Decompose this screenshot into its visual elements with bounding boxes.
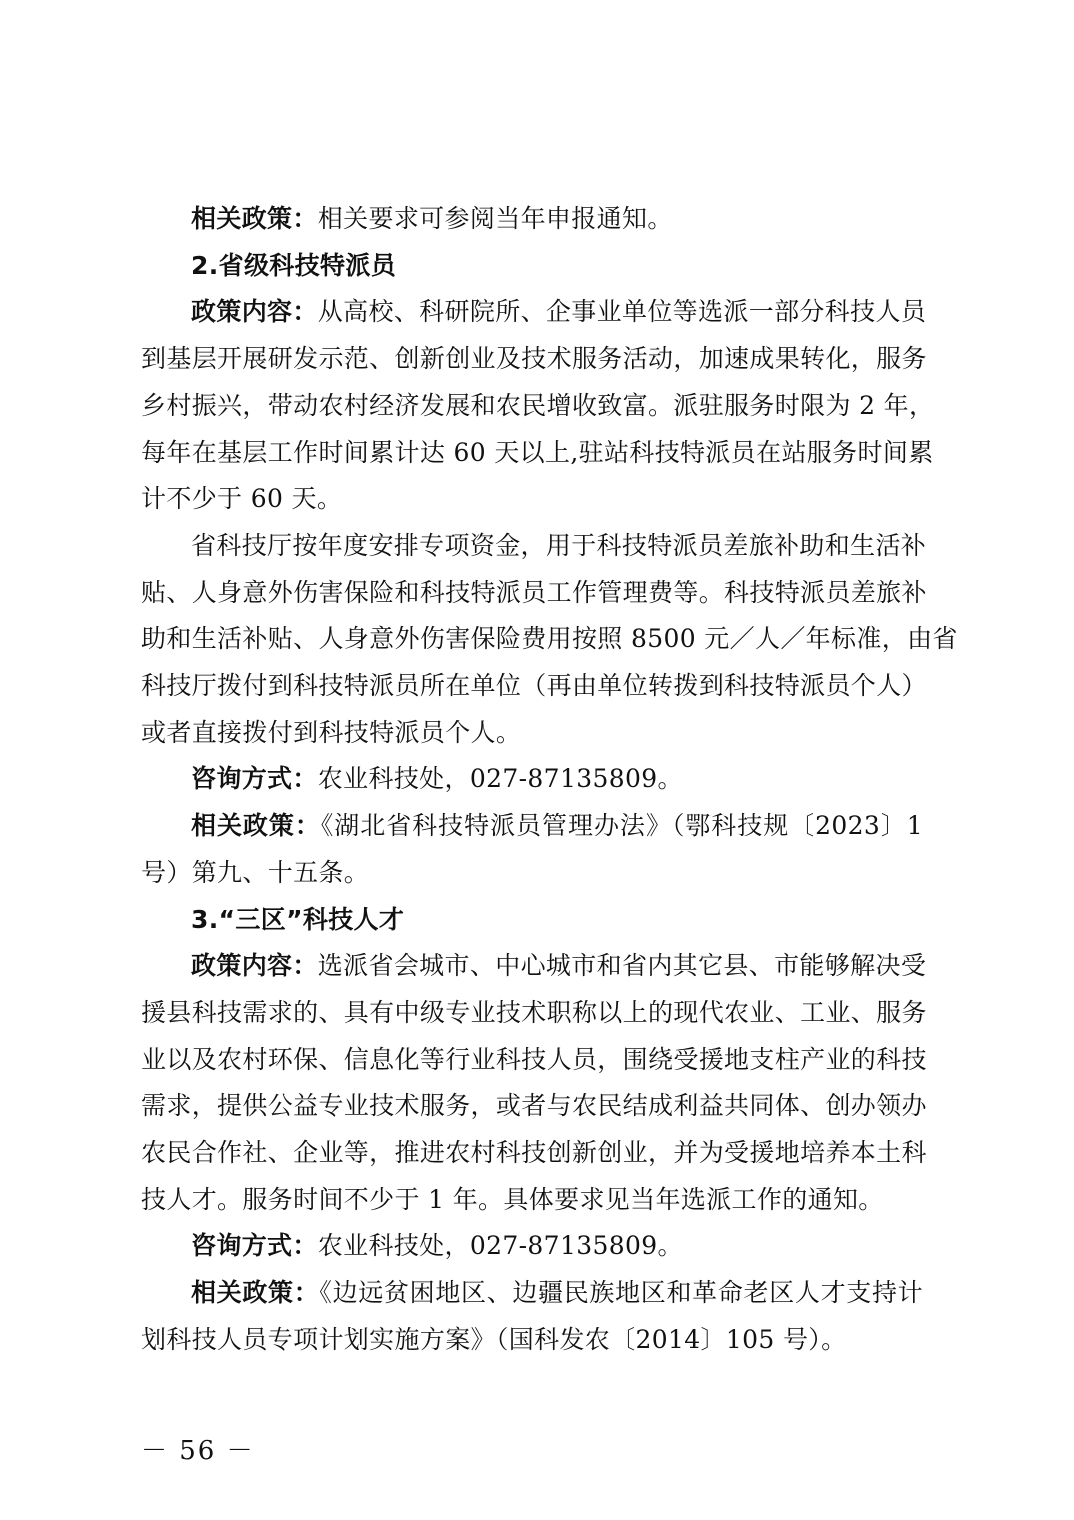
line-text: 需求，提供公益专业技术服务，或者与农民结成利益共同体、创办领办 bbox=[141, 1091, 927, 1121]
line-text: 划科技人员专项计划实施方案》（国科发农〔2014〕105 号）。 bbox=[141, 1324, 847, 1354]
paragraph-line bbox=[141, 710, 923, 757]
labeled-paragraph bbox=[141, 943, 927, 1223]
labeled-paragraph bbox=[141, 756, 923, 803]
line-text: 业以及农村环保、信息化等行业科技人员，围绕受援地支柱产业的科技 bbox=[141, 1044, 927, 1074]
line-text: 农业科技处，027-87135809。 bbox=[317, 1231, 683, 1261]
field-label: 咨询方式： bbox=[191, 764, 318, 794]
paragraph-line bbox=[141, 756, 923, 803]
field-label: 政策内容： bbox=[191, 297, 318, 327]
paragraph-line bbox=[141, 336, 927, 383]
line-text: 《边远贫困地区、边疆民族地区和革命老区人才支持计 bbox=[319, 1278, 923, 1308]
paragraph-line bbox=[141, 803, 923, 850]
line-text: 号）第九、十五条。 bbox=[141, 857, 370, 887]
labeled-paragraph bbox=[141, 1270, 923, 1363]
line-text: 科技厅拨付到科技特派员所在单位（再由单位转拨到科技特派员个人） bbox=[141, 671, 927, 701]
line-text: 《湖北省科技特派员管理办法》（鄂科技规〔2023〕1 bbox=[320, 811, 923, 841]
section-heading bbox=[141, 897, 923, 944]
paragraph-line bbox=[141, 990, 927, 1037]
line-text: 农民合作社、企业等，推进农村科技创新创业，并为受援地培养本土科 bbox=[141, 1138, 927, 1168]
document-body bbox=[141, 196, 958, 1364]
paragraph-line bbox=[141, 1130, 927, 1177]
line-text: 计不少于 60 天。 bbox=[141, 484, 343, 514]
line-text: 农业科技处，027-87135809。 bbox=[317, 764, 683, 794]
labeled-paragraph bbox=[141, 803, 923, 896]
line-text: 乡村振兴，带动农村经济发展和农民增收致富。派驻服务时限为 2 年， bbox=[141, 390, 935, 420]
labeled-paragraph bbox=[141, 196, 923, 243]
field-label: 相关政策： bbox=[191, 811, 321, 841]
paragraph-line bbox=[141, 663, 927, 710]
paragraph-line bbox=[141, 1037, 927, 1084]
line-text: 援县科技需求的、具有中级专业技术职称以上的现代农业、工业、服务 bbox=[141, 997, 927, 1027]
section-heading-text: 2.省级科技特派员 bbox=[191, 250, 397, 280]
labeled-paragraph bbox=[141, 1223, 923, 1270]
paragraph-line bbox=[141, 1317, 923, 1364]
paragraph-line bbox=[141, 476, 923, 523]
paragraph-line bbox=[141, 383, 935, 430]
paragraph-line bbox=[141, 850, 923, 897]
field-label: 咨询方式： bbox=[191, 1231, 318, 1261]
paragraph-line bbox=[141, 1083, 927, 1130]
line-text: 相关要求可参阅当年申报通知。 bbox=[317, 204, 673, 233]
field-label: 相关政策： bbox=[191, 204, 318, 233]
section-heading bbox=[141, 243, 923, 290]
paragraph-line bbox=[141, 1223, 923, 1270]
paragraph-line bbox=[141, 196, 923, 243]
section-heading-text: 3.“三区”科技人才 bbox=[191, 904, 405, 934]
line-text: 从高校、科研院所、企事业单位等选派一部分科技人员 bbox=[317, 297, 927, 327]
line-text: 助和生活补贴、人身意外伤害保险费用按照 8500 元／人／年标准，由省 bbox=[141, 624, 958, 654]
line-text: 省科技厅按年度安排专项资金，用于科技特派员差旅补助和生活补 bbox=[191, 530, 927, 560]
paragraph bbox=[141, 523, 958, 757]
paragraph-line bbox=[141, 943, 927, 990]
line-text: 到基层开展研发示范、创新创业及技术服务活动，加速成果转化，服务 bbox=[141, 344, 927, 374]
paragraph-line bbox=[141, 1177, 923, 1224]
line-text: 选派省会城市、中心城市和省内其它县、市能够解决受 bbox=[317, 951, 927, 981]
paragraph-line bbox=[141, 289, 927, 336]
labeled-paragraph bbox=[141, 289, 935, 523]
line-text: 每年在基层工作时间累计达 60 天以上,驻站科技特派员在站服务时间累 bbox=[141, 437, 934, 467]
paragraph-line bbox=[141, 430, 934, 477]
paragraph-line bbox=[141, 570, 927, 617]
paragraph-line bbox=[141, 1270, 923, 1317]
paragraph-line bbox=[141, 523, 927, 570]
field-label: 相关政策： bbox=[191, 1278, 320, 1308]
paragraph-line bbox=[141, 616, 958, 663]
line-text: 技人才。服务时间不少于 1 年。具体要求见当年选派工作的通知。 bbox=[141, 1184, 884, 1214]
line-text: 贴、人身意外伤害保险和科技特派员工作管理费等。科技特派员差旅补 bbox=[141, 577, 927, 607]
page-number: － 56 － bbox=[141, 1436, 255, 1466]
line-text: 或者直接拨付到科技特派员个人。 bbox=[141, 717, 522, 747]
field-label: 政策内容： bbox=[191, 951, 318, 981]
